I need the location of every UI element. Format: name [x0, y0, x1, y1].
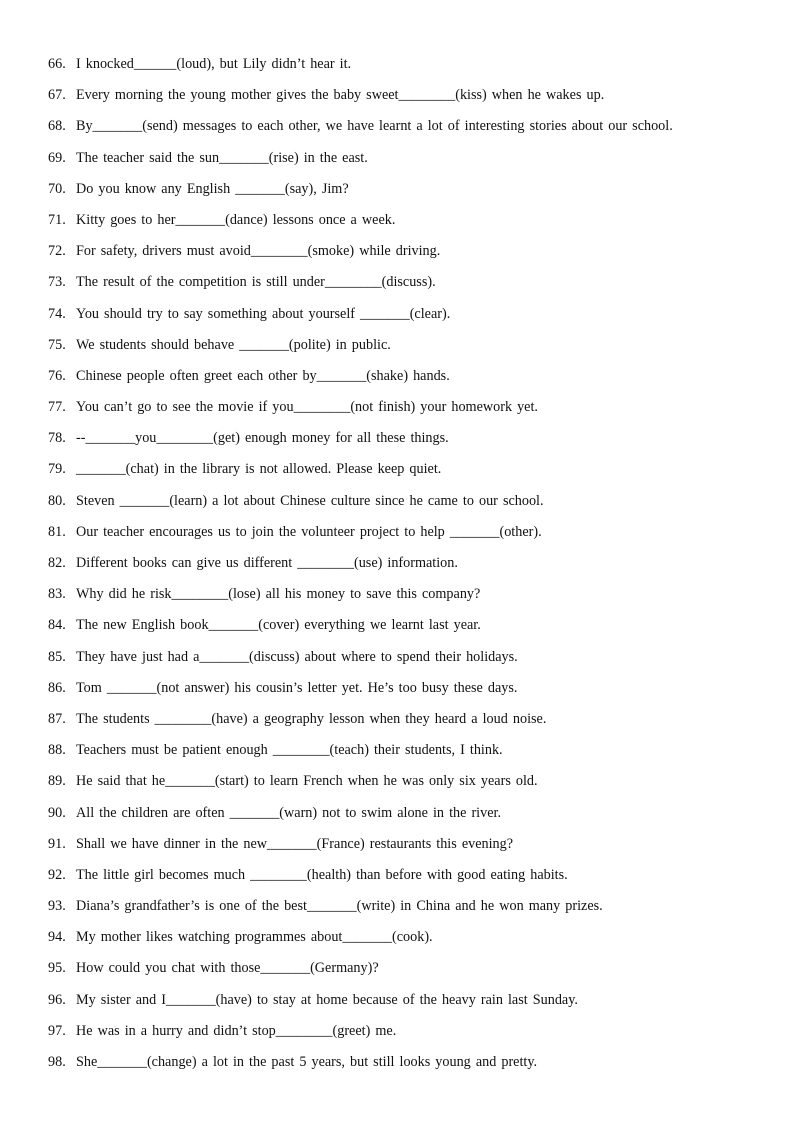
question-text: _______(chat) in the library is not allowed. Please keep quiet.	[76, 461, 442, 478]
question-item	[48, 771, 768, 802]
question-text: Kitty goes to her_______(dance) lessons once a week.	[76, 211, 396, 228]
question-number: 96.	[48, 991, 66, 1008]
question-text: Every morning the young mother gives the baby sweet________(kiss) when he wakes up.	[76, 87, 605, 104]
question-item	[48, 678, 768, 709]
question-number: 85.	[48, 648, 66, 665]
question-number: 92.	[48, 866, 66, 883]
question-item	[48, 148, 768, 179]
question-number: 66.	[48, 56, 66, 72]
question-item	[48, 397, 768, 428]
question-number: 76.	[48, 367, 66, 384]
question-text: Steven _______(learn) a lot about Chinese culture since he came to our school.	[76, 492, 544, 509]
question-text: You can’t go to see the movie if you________(not finish) your homework yet.	[76, 399, 538, 416]
question-item	[48, 428, 768, 459]
question-item	[48, 272, 768, 303]
question-text: Shall we have dinner in the new_______(France) restaurants this evening?	[76, 835, 514, 852]
question-text: The new English book_______(cover) everything we learnt last year.	[76, 617, 481, 634]
question-number: 93.	[48, 898, 66, 915]
question-number: 81.	[48, 523, 66, 540]
question-number: 82.	[48, 555, 66, 571]
question-text: The teacher said the sun_______(rise) in the east.	[76, 149, 368, 166]
question-number: 91.	[48, 835, 66, 852]
question-item	[48, 553, 768, 584]
question-number: 94.	[48, 929, 66, 946]
question-text: My sister and I_______(have) to stay at home because of the heavy rain last Sunday.	[76, 991, 578, 1008]
question-item	[48, 740, 768, 771]
question-text: The little girl becomes much ________(health) than before with good eating habits.	[76, 866, 568, 883]
question-number: 68.	[48, 118, 66, 135]
question-text: They have just had a_______(discuss) about where to spend their holidays.	[76, 648, 518, 665]
question-text: You should try to say something about yourself _______(clear).	[76, 305, 451, 322]
question-text: --_______you________(get) enough money for all these things.	[76, 430, 449, 447]
question-item	[48, 54, 768, 85]
question-number: 88.	[48, 742, 66, 759]
question-text: We students should behave _______(polite) in public.	[76, 336, 391, 353]
question-item	[48, 896, 768, 927]
question-text: He was in a hurry and didn’t stop________(greet) me.	[76, 1022, 397, 1039]
question-number: 73.	[48, 274, 66, 291]
question-item	[48, 522, 768, 553]
question-text: By_______(send) messages to each other, we have learnt a lot of interesting stories about our school.	[76, 118, 673, 135]
question-text: Diana’s grandfather’s is one of the best_______(write) in China and he won many prizes.	[76, 898, 603, 915]
question-number: 89.	[48, 773, 66, 790]
question-item	[48, 865, 768, 896]
question-text: The students ________(have) a geography lesson when they heard a loud noise.	[76, 710, 547, 727]
question-number: 72.	[48, 243, 66, 260]
question-item	[48, 366, 768, 397]
question-item	[48, 116, 768, 147]
question-number: 83.	[48, 586, 66, 603]
question-item	[48, 491, 768, 522]
question-item	[48, 927, 768, 958]
question-number: 75.	[48, 336, 66, 353]
question-item	[48, 834, 768, 865]
question-text: Chinese people often greet each other by_______(shake) hands.	[76, 367, 450, 384]
question-item	[48, 584, 768, 615]
question-item	[48, 1052, 768, 1083]
question-number: 71.	[48, 211, 66, 228]
question-item	[48, 803, 768, 834]
question-number: 67.	[48, 87, 66, 104]
question-item	[48, 241, 768, 272]
question-item	[48, 179, 768, 210]
question-item	[48, 958, 768, 989]
question-item	[48, 709, 768, 740]
question-number: 86.	[48, 679, 66, 696]
question-number: 70.	[48, 180, 66, 197]
question-number: 69.	[48, 149, 66, 166]
question-item	[48, 85, 768, 116]
question-text: Do you know any English _______(say), Jim?	[76, 180, 349, 197]
question-text: She_______(change) a lot in the past 5 years, but still looks young and pretty.	[76, 1054, 538, 1070]
question-text: Why did he risk________(lose) all his money to save this company?	[76, 586, 481, 603]
question-item	[48, 210, 768, 241]
question-item	[48, 1021, 768, 1052]
question-list	[48, 54, 768, 1083]
question-number: 95.	[48, 960, 66, 977]
question-text: How could you chat with those_______(Germany)?	[76, 960, 379, 977]
question-item	[48, 615, 768, 646]
question-item	[48, 990, 768, 1021]
question-number: 90.	[48, 804, 66, 821]
question-text: Different books can give us different ________(use) information.	[76, 555, 458, 571]
question-number: 79.	[48, 461, 66, 478]
question-number: 80.	[48, 492, 66, 509]
question-text: He said that he_______(start) to learn French when he was only six years old.	[76, 773, 538, 790]
question-number: 77.	[48, 399, 66, 416]
question-text: The result of the competition is still under________(discuss).	[76, 274, 436, 291]
question-text: My mother likes watching programmes about_______(cook).	[76, 929, 433, 946]
question-item	[48, 459, 768, 490]
question-text: Teachers must be patient enough ________(teach) their students, I think.	[76, 742, 503, 759]
question-item	[48, 335, 768, 366]
question-text: Our teacher encourages us to join the volunteer project to help _______(other).	[76, 523, 542, 540]
question-text: I knocked______(loud), but Lily didn’t hear it.	[76, 56, 352, 72]
question-number: 97.	[48, 1022, 66, 1039]
question-number: 84.	[48, 617, 66, 634]
question-number: 87.	[48, 710, 66, 727]
question-text: For safety, drivers must avoid________(smoke) while driving.	[76, 243, 441, 260]
question-item	[48, 304, 768, 335]
question-number: 78.	[48, 430, 66, 447]
question-text: Tom _______(not answer) his cousin’s letter yet. He’s too busy these days.	[76, 679, 518, 696]
question-text: All the children are often _______(warn) not to swim alone in the river.	[76, 804, 501, 821]
question-item	[48, 647, 768, 678]
question-number: 74.	[48, 305, 66, 322]
question-number: 98.	[48, 1054, 66, 1070]
